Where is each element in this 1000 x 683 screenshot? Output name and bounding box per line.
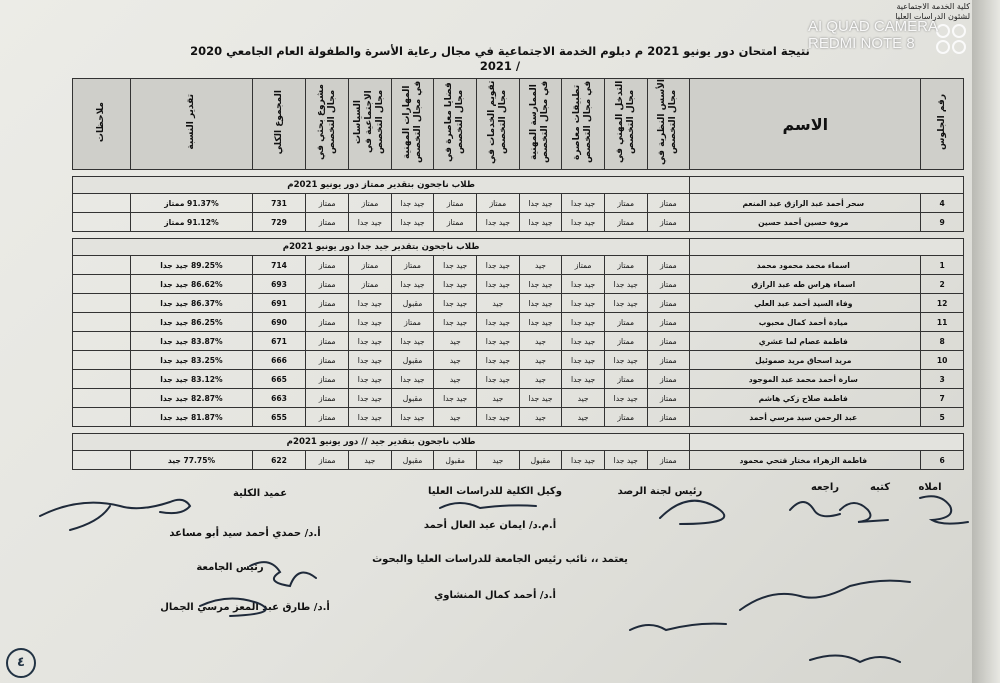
title-line-1: نتيجة امتحان دور يونيو 2021 م دبلوم الخدمة الاجتماعية في مجال رعاية الأسرة والطفولة العام الجامعي 2020 / 2021 <box>190 44 810 73</box>
subject-grade-cell: ممتاز <box>604 370 647 389</box>
subject-grade-cell: جيد جدا <box>562 332 605 351</box>
subject-grade-cell: جيد جدا <box>562 294 605 313</box>
subject-grade-cell: ممتاز <box>349 256 392 275</box>
column-header-label: المهارات المهنية في مجال التخصص <box>401 80 423 164</box>
student-name-cell: ميادة أحمد كمال محبوب <box>690 313 921 332</box>
seat-number-cell: 9 <box>921 213 964 232</box>
subject-grade-cell: جيد جدا <box>434 256 477 275</box>
seat-number-cell: 5 <box>921 408 964 427</box>
table-row <box>73 294 964 313</box>
subject-grade-cell: ممتاز <box>306 313 349 332</box>
notes-cell <box>73 370 131 389</box>
page-number-badge: ٤ <box>6 648 36 678</box>
student-name-cell: فاطمة عصام لما عشري <box>690 332 921 351</box>
subject-grade-cell: جيد جدا <box>477 370 520 389</box>
table-row <box>73 408 964 427</box>
total-score-cell: 731 <box>252 194 306 213</box>
subject-grade-cell: جيد جدا <box>434 313 477 332</box>
subject-grade-cell: جيد <box>519 370 562 389</box>
student-name-cell: فاطمة الزهراء مختار فتحي محمود <box>690 451 921 470</box>
total-score-cell: 691 <box>252 294 306 313</box>
document-title <box>190 44 810 74</box>
seat-number-cell: 1 <box>921 256 964 275</box>
spacer-cell <box>73 232 964 239</box>
student-name-cell: عبد الرحمن سيد مرسي أحمد <box>690 408 921 427</box>
subject-grade-cell: جيد جدا <box>519 313 562 332</box>
subject-grade-cell: جيد <box>519 256 562 275</box>
column-header-10 <box>306 79 349 170</box>
subject-grade-cell: جيد جدا <box>562 370 605 389</box>
column-header-2 <box>647 79 690 170</box>
subject-grade-cell: جيد <box>562 389 605 408</box>
camera-watermark <box>808 18 978 52</box>
table-row <box>73 389 964 408</box>
student-name-cell: مريد اسحاق مريد صموئيل <box>690 351 921 370</box>
subject-grade-cell: جيد جدا <box>349 408 392 427</box>
column-header-label: قضايا معاصرة في مجال التخصص <box>444 82 466 162</box>
subject-grade-cell: جيد جدا <box>477 275 520 294</box>
column-header-label: الأسس النظرية في مجال التخصص <box>657 79 679 165</box>
subject-grade-cell: جيد جدا <box>562 194 605 213</box>
student-name-cell: اسماء هراس طه عبد الرازق <box>690 275 921 294</box>
subject-grade-cell: جيد جدا <box>562 275 605 294</box>
subject-grade-cell: جيد جدا <box>434 294 477 313</box>
subject-grade-cell: ممتاز <box>306 389 349 408</box>
student-name-cell: سارة أحمد محمد عبد الموجود <box>690 370 921 389</box>
subject-grade-cell: جيد <box>434 351 477 370</box>
subject-grade-cell: جيد جدا <box>519 194 562 213</box>
spacer-cell <box>73 427 964 434</box>
subject-grade-cell: ممتاز <box>647 275 690 294</box>
table-row <box>73 351 964 370</box>
seat-number-cell: 11 <box>921 313 964 332</box>
subject-grade-cell: ممتاز <box>604 213 647 232</box>
column-header-label: تقويم الخدمات في مجال التخصص <box>486 80 508 164</box>
overall-grade-cell: 89.25% جيد جدا <box>131 256 252 275</box>
overall-grade-cell: 86.37% جيد جدا <box>131 294 252 313</box>
subject-grade-cell: ممتاز <box>647 256 690 275</box>
column-header-label: ملاحظات <box>96 101 107 143</box>
overall-grade-cell: 77.75% جيد <box>131 451 252 470</box>
subject-grade-cell: جيد جدا <box>349 332 392 351</box>
column-header-8 <box>391 79 434 170</box>
subject-grade-cell: جيد <box>434 408 477 427</box>
subject-grade-cell: جيد جدا <box>562 351 605 370</box>
subject-grade-cell: جيد جدا <box>349 213 392 232</box>
subject-grade-cell: ممتاز <box>434 213 477 232</box>
subject-grade-cell: ممتاز <box>306 332 349 351</box>
student-name-cell: اسماء محمد محمود محمد <box>690 256 921 275</box>
student-name-cell: سحر أحمد عبد الرازق عبد المنعم <box>690 194 921 213</box>
table-row <box>73 194 964 213</box>
subject-grade-cell: جيد <box>434 370 477 389</box>
subject-grade-cell: ممتاز <box>647 332 690 351</box>
section-heading-row <box>73 434 964 451</box>
overall-grade-cell: 91.12% ممتاز <box>131 213 252 232</box>
column-header-12 <box>131 79 252 170</box>
subject-grade-cell: مقبول <box>434 451 477 470</box>
section-label: طلاب ناجحون بتقدير جيد // دور يونيو 2021م <box>73 434 690 451</box>
subject-grade-cell: ممتاز <box>306 256 349 275</box>
sig-president-name: أ.د/ طارق عبد المعز مرسي الجمال <box>160 602 330 613</box>
sig-president-title: رئيس الجامعة <box>196 562 264 573</box>
column-header-label: رقم الجلوس <box>936 94 947 150</box>
total-score-cell: 690 <box>252 313 306 332</box>
subject-grade-cell: جيد جدا <box>349 389 392 408</box>
subject-grade-cell: ممتاز <box>647 370 690 389</box>
subject-grade-cell: جيد جدا <box>349 370 392 389</box>
table-row <box>73 451 964 470</box>
subject-grade-cell: جيد جدا <box>434 389 477 408</box>
subject-grade-cell: جيد جدا <box>562 313 605 332</box>
notes-cell <box>73 256 131 275</box>
section-heading-row <box>73 239 964 256</box>
subject-grade-cell: جيد جدا <box>604 451 647 470</box>
seat-number-cell: 2 <box>921 275 964 294</box>
subject-grade-cell: مقبول <box>391 351 434 370</box>
column-header-6 <box>477 79 520 170</box>
subject-grade-cell: مقبول <box>391 389 434 408</box>
subject-grade-cell: ممتاز <box>647 451 690 470</box>
seat-number-cell: 12 <box>921 294 964 313</box>
section-heading-row <box>73 177 964 194</box>
subject-grade-cell: جيد جدا <box>604 389 647 408</box>
subject-grade-cell: ممتاز <box>306 194 349 213</box>
subject-grade-cell: ممتاز <box>647 389 690 408</box>
table-row <box>73 256 964 275</box>
subject-grade-cell: جيد جدا <box>349 294 392 313</box>
subject-grade-cell: ممتاز <box>604 194 647 213</box>
subject-grade-cell: جيد جدا <box>477 332 520 351</box>
subject-grade-cell: ممتاز <box>647 294 690 313</box>
sig-reviewer: راجعه <box>810 482 840 493</box>
subject-grade-cell: جيد جدا <box>562 451 605 470</box>
sig-approval: يعتمد ،، نائب رئيس الجامعة للدراسات العليا والبحوث <box>372 554 628 565</box>
subject-grade-cell: جيد جدا <box>349 313 392 332</box>
subject-grade-cell: مقبول <box>519 451 562 470</box>
subject-grade-cell: ممتاز <box>647 408 690 427</box>
subject-grade-cell: جيد جدا <box>391 213 434 232</box>
subject-grade-cell: ممتاز <box>604 332 647 351</box>
seat-number-cell: 4 <box>921 194 964 213</box>
section-blank-cell <box>690 434 964 451</box>
section-spacer <box>73 427 964 434</box>
subject-grade-cell: جيد جدا <box>391 370 434 389</box>
subject-grade-cell: جيد جدا <box>562 213 605 232</box>
column-header-11 <box>252 79 306 170</box>
subject-grade-cell: جيد جدا <box>477 351 520 370</box>
subject-grade-cell: ممتاز <box>647 351 690 370</box>
results-table <box>72 78 964 470</box>
total-score-cell: 666 <box>252 351 306 370</box>
column-header-1 <box>690 79 921 170</box>
overall-grade-cell: 91.37% ممتاز <box>131 194 252 213</box>
subject-grade-cell: ممتاز <box>391 256 434 275</box>
section-spacer <box>73 232 964 239</box>
total-score-cell: 663 <box>252 389 306 408</box>
total-score-cell: 693 <box>252 275 306 294</box>
subject-grade-cell: جيد جدا <box>477 313 520 332</box>
subject-grade-cell: ممتاز <box>604 408 647 427</box>
total-score-cell: 622 <box>252 451 306 470</box>
subject-grade-cell: جيد جدا <box>519 275 562 294</box>
notes-cell <box>73 408 131 427</box>
overall-grade-cell: 86.25% جيد جدا <box>131 313 252 332</box>
sig-dean-name: أ.د/ حمدي أحمد سيد أبو مساعد <box>169 528 321 539</box>
subject-grade-cell: ممتاز <box>306 213 349 232</box>
subject-grade-cell: جيد جدا <box>519 294 562 313</box>
subject-grade-cell: مقبول <box>391 451 434 470</box>
subject-grade-cell: جيد <box>477 294 520 313</box>
notes-cell <box>73 194 131 213</box>
spacer-cell <box>73 170 964 177</box>
notes-cell <box>73 213 131 232</box>
subject-grade-cell: جيد <box>477 389 520 408</box>
table-row <box>73 213 964 232</box>
faculty-header-line-2: لشئون الدراسات العليا <box>895 12 970 21</box>
section-label: طلاب ناجحون بتقدير جيد جدا دور يونيو 2021م <box>73 239 690 256</box>
table-row <box>73 332 964 351</box>
sig-committee-head: رئيس لجنة الرصد <box>617 486 703 497</box>
subject-grade-cell: جيد جدا <box>604 275 647 294</box>
total-score-cell: 729 <box>252 213 306 232</box>
subject-grade-cell: جيد جدا <box>434 275 477 294</box>
notes-cell <box>73 332 131 351</box>
column-header-0 <box>921 79 964 170</box>
subject-grade-cell: جيد <box>519 351 562 370</box>
seat-number-cell: 6 <box>921 451 964 470</box>
watermark-line-1: AI QUAD CAMERA <box>808 18 939 35</box>
subject-grade-cell: ممتاز <box>647 213 690 232</box>
column-header-label: الممارسة المهنية في مجال التخصص <box>529 80 551 164</box>
notes-cell <box>73 294 131 313</box>
section-spacer <box>73 170 964 177</box>
sig-vice-dean-title: وكيل الكلية للدراسات العليا <box>428 486 562 497</box>
subject-grade-cell: جيد <box>477 451 520 470</box>
seat-number-cell: 3 <box>921 370 964 389</box>
table-row <box>73 313 964 332</box>
subject-grade-cell: ممتاز <box>349 194 392 213</box>
column-header-label: التدخل المهني في مجال التخصص <box>614 80 636 164</box>
faculty-header-line-1: كلية الخدمة الاجتماعية <box>896 2 970 11</box>
subject-grade-cell: جيد جدا <box>349 351 392 370</box>
subject-grade-cell: جيد جدا <box>519 213 562 232</box>
subject-grade-cell: جيد جدا <box>391 408 434 427</box>
overall-grade-cell: 82.87% جيد جدا <box>131 389 252 408</box>
subject-grade-cell: ممتاز <box>647 313 690 332</box>
subject-grade-cell: ممتاز <box>306 370 349 389</box>
column-header-9 <box>349 79 392 170</box>
handwritten-signatures <box>0 470 1000 683</box>
column-header-label: مشروع بحثي في مجال التخصص <box>316 84 338 160</box>
sig-writer: كتبه <box>869 482 891 493</box>
subject-grade-cell: ممتاز <box>306 451 349 470</box>
subject-grade-cell: مقبول <box>391 294 434 313</box>
section-blank-cell <box>690 239 964 256</box>
column-header-label: السياسات الاجتماعية في مجال التخصص <box>353 89 386 155</box>
subject-grade-cell: جيد جدا <box>604 351 647 370</box>
column-header-4 <box>562 79 605 170</box>
subject-grade-cell: ممتاز <box>604 313 647 332</box>
sig-dictation: املاه <box>918 482 942 493</box>
subject-grade-cell: ممتاز <box>477 194 520 213</box>
column-header-13 <box>73 79 131 170</box>
notes-cell <box>73 351 131 370</box>
subject-grade-cell: ممتاز <box>647 194 690 213</box>
overall-grade-cell: 83.87% جيد جدا <box>131 332 252 351</box>
student-name-cell: مروة حسين أحمد حسين <box>690 213 921 232</box>
student-name-cell: فاطمة صلاح زكي هاشم <box>690 389 921 408</box>
section-blank-cell <box>690 177 964 194</box>
subject-grade-cell: جيد <box>519 332 562 351</box>
watermark-line-2: REDMI NOTE 8 <box>808 35 915 52</box>
subject-grade-cell: ممتاز <box>306 408 349 427</box>
subject-grade-cell: جيد جدا <box>519 389 562 408</box>
sig-vice-dean-name: أ.م.د/ ايمان عبد العال أحمد <box>423 520 557 531</box>
subject-grade-cell: جيد <box>434 332 477 351</box>
notes-cell <box>73 451 131 470</box>
seat-number-cell: 10 <box>921 351 964 370</box>
total-score-cell: 671 <box>252 332 306 351</box>
seat-number-cell: 8 <box>921 332 964 351</box>
overall-grade-cell: 83.25% جيد جدا <box>131 351 252 370</box>
subject-grade-cell: ممتاز <box>306 275 349 294</box>
subject-grade-cell: جيد جدا <box>391 194 434 213</box>
subject-grade-cell: جيد جدا <box>391 332 434 351</box>
seat-number-cell: 7 <box>921 389 964 408</box>
student-name-cell: وفاء السيد أحمد عبد العلي <box>690 294 921 313</box>
total-score-cell: 665 <box>252 370 306 389</box>
column-header-5 <box>519 79 562 170</box>
subject-grade-cell: جيد جدا <box>391 275 434 294</box>
overall-grade-cell: 83.12% جيد جدا <box>131 370 252 389</box>
subject-grade-cell: ممتاز <box>349 275 392 294</box>
table-row <box>73 275 964 294</box>
column-header-7 <box>434 79 477 170</box>
column-header-label: تقدير النسبة <box>185 94 196 150</box>
subject-grade-cell: جيد جدا <box>477 213 520 232</box>
subject-grade-cell: جيد جدا <box>477 256 520 275</box>
overall-grade-cell: 86.62% جيد جدا <box>131 275 252 294</box>
column-header-3 <box>604 79 647 170</box>
total-score-cell: 714 <box>252 256 306 275</box>
subject-grade-cell: ممتاز <box>562 256 605 275</box>
column-header-label: تطبيقات معاصرة في مجال التخصص <box>572 80 594 164</box>
table-header-row <box>73 79 964 170</box>
subject-grade-cell: ممتاز <box>604 256 647 275</box>
subject-grade-cell: ممتاز <box>306 351 349 370</box>
sig-vp-name: أ.د/ أحمد كمال المنشاوي <box>434 590 556 601</box>
subject-grade-cell: ممتاز <box>391 313 434 332</box>
column-header-label: المجموع الكلي <box>273 89 284 155</box>
subject-grade-cell: جيد جدا <box>604 294 647 313</box>
table-row <box>73 370 964 389</box>
subject-grade-cell: جيد <box>519 408 562 427</box>
subject-grade-cell: ممتاز <box>434 194 477 213</box>
notes-cell <box>73 389 131 408</box>
sig-dean-title: عميد الكلية <box>232 488 288 499</box>
subject-grade-cell: جيد <box>349 451 392 470</box>
subject-grade-cell: جيد جدا <box>477 408 520 427</box>
subject-grade-cell: جيد <box>562 408 605 427</box>
subject-grade-cell: ممتاز <box>306 294 349 313</box>
column-header-label: الاسم <box>782 114 829 134</box>
overall-grade-cell: 81.87% جيد جدا <box>131 408 252 427</box>
notes-cell <box>73 275 131 294</box>
total-score-cell: 655 <box>252 408 306 427</box>
notes-cell <box>73 313 131 332</box>
section-label: طلاب ناجحون بتقدير ممتاز دور يونيو 2021م <box>73 177 690 194</box>
